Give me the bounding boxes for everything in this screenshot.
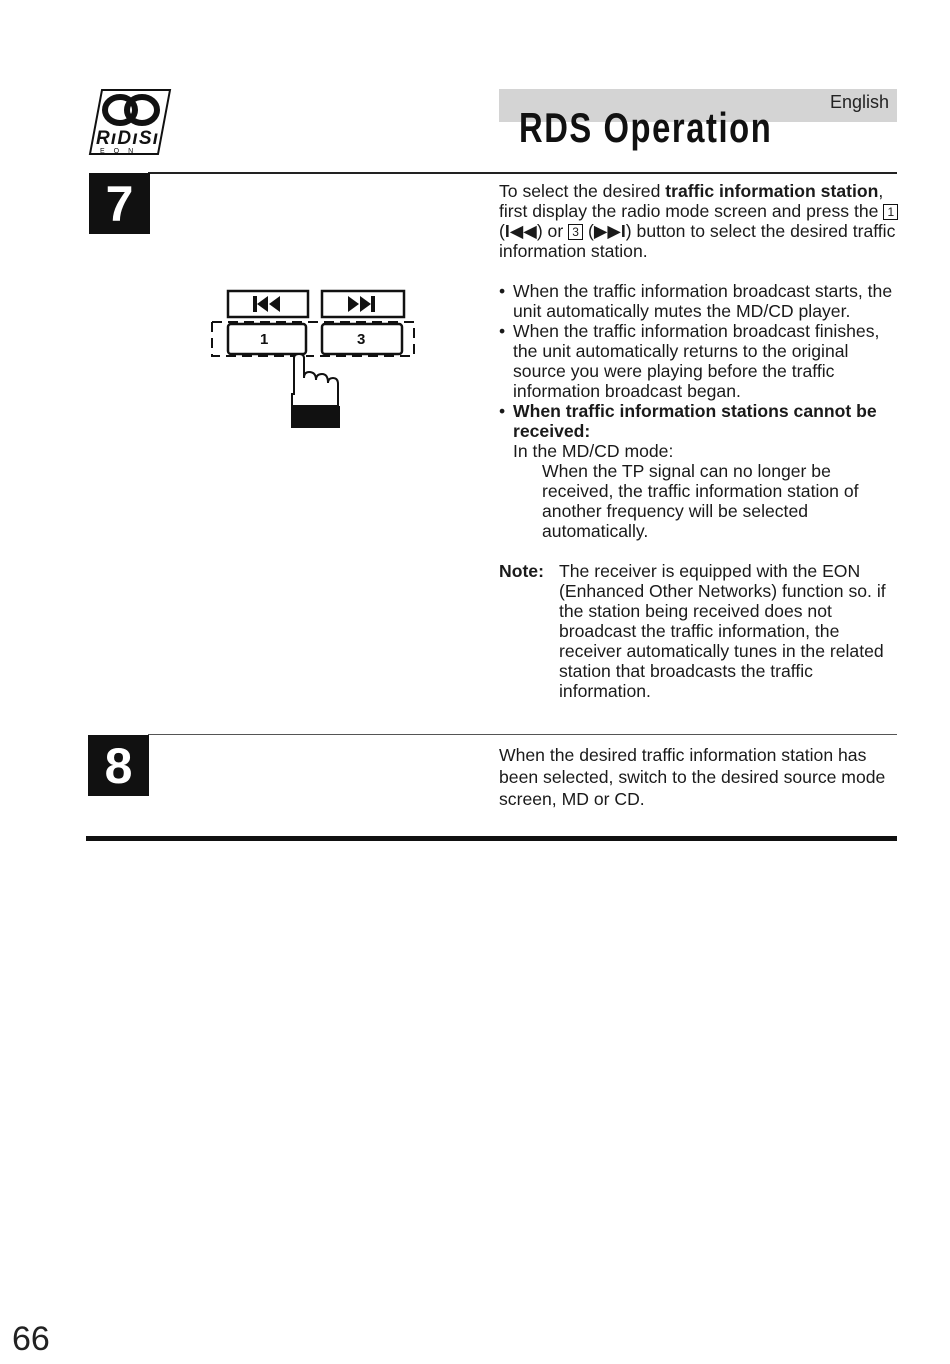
key-3: 3 [568,224,583,240]
key-1: 1 [883,204,898,220]
note [499,561,899,701]
page-title: RDS Operation [519,104,773,151]
page-number: 66 [12,1320,50,1358]
svg-text:EON: EON [100,148,143,155]
bullet-broadcast-starts: • When the traffic information broadcast starts, the unit automatically mutes the MD/CD player. [499,281,899,321]
step-7-badge: 7 [89,173,150,234]
step-8-badge: 8 [88,735,149,796]
rds-eon-logo [88,88,172,158]
note-text: The receiver is equipped with the EON (Enhanced Other Networks) function so. if the station being received does not broadcast the traffic information, the receiver automatically tunes in the related station that broadcasts the traffic information. [559,561,886,701]
section-divider-bottom [86,836,897,841]
step-7-bullets [499,281,899,541]
svg-text:RıDıSı: RıDıSı [96,128,158,149]
step-8-text: When the desired traffic information station has been selected, switch to the desired source mode screen, MD or CD. [499,745,886,809]
note-label: Note: [499,561,544,581]
step-7-text [499,181,899,701]
section-divider-middle [148,734,897,735]
step-7-intro: To select the desired traffic information station, first display the radio mode screen and press the 1 (I◀◀) or 3 (▶▶I) button to select the desired traffic information station. [499,181,899,261]
bullet-cannot-receive: • When traffic information stations cannot be received: In the MD/CD mode: When the TP signal can no longer be received, the traffic information station of another frequency will be selected automatically. [499,401,899,541]
button-1-label: 1 [260,331,269,348]
language-label: English [829,92,889,112]
button-illustration [208,288,420,430]
bullet-broadcast-finishes: • When the traffic information broadcast finishes, the unit automatically returns to the original source you were playing before the traffic information broadcast began. [499,321,899,401]
section-divider-top [148,172,897,174]
button-3-label: 3 [357,331,366,348]
